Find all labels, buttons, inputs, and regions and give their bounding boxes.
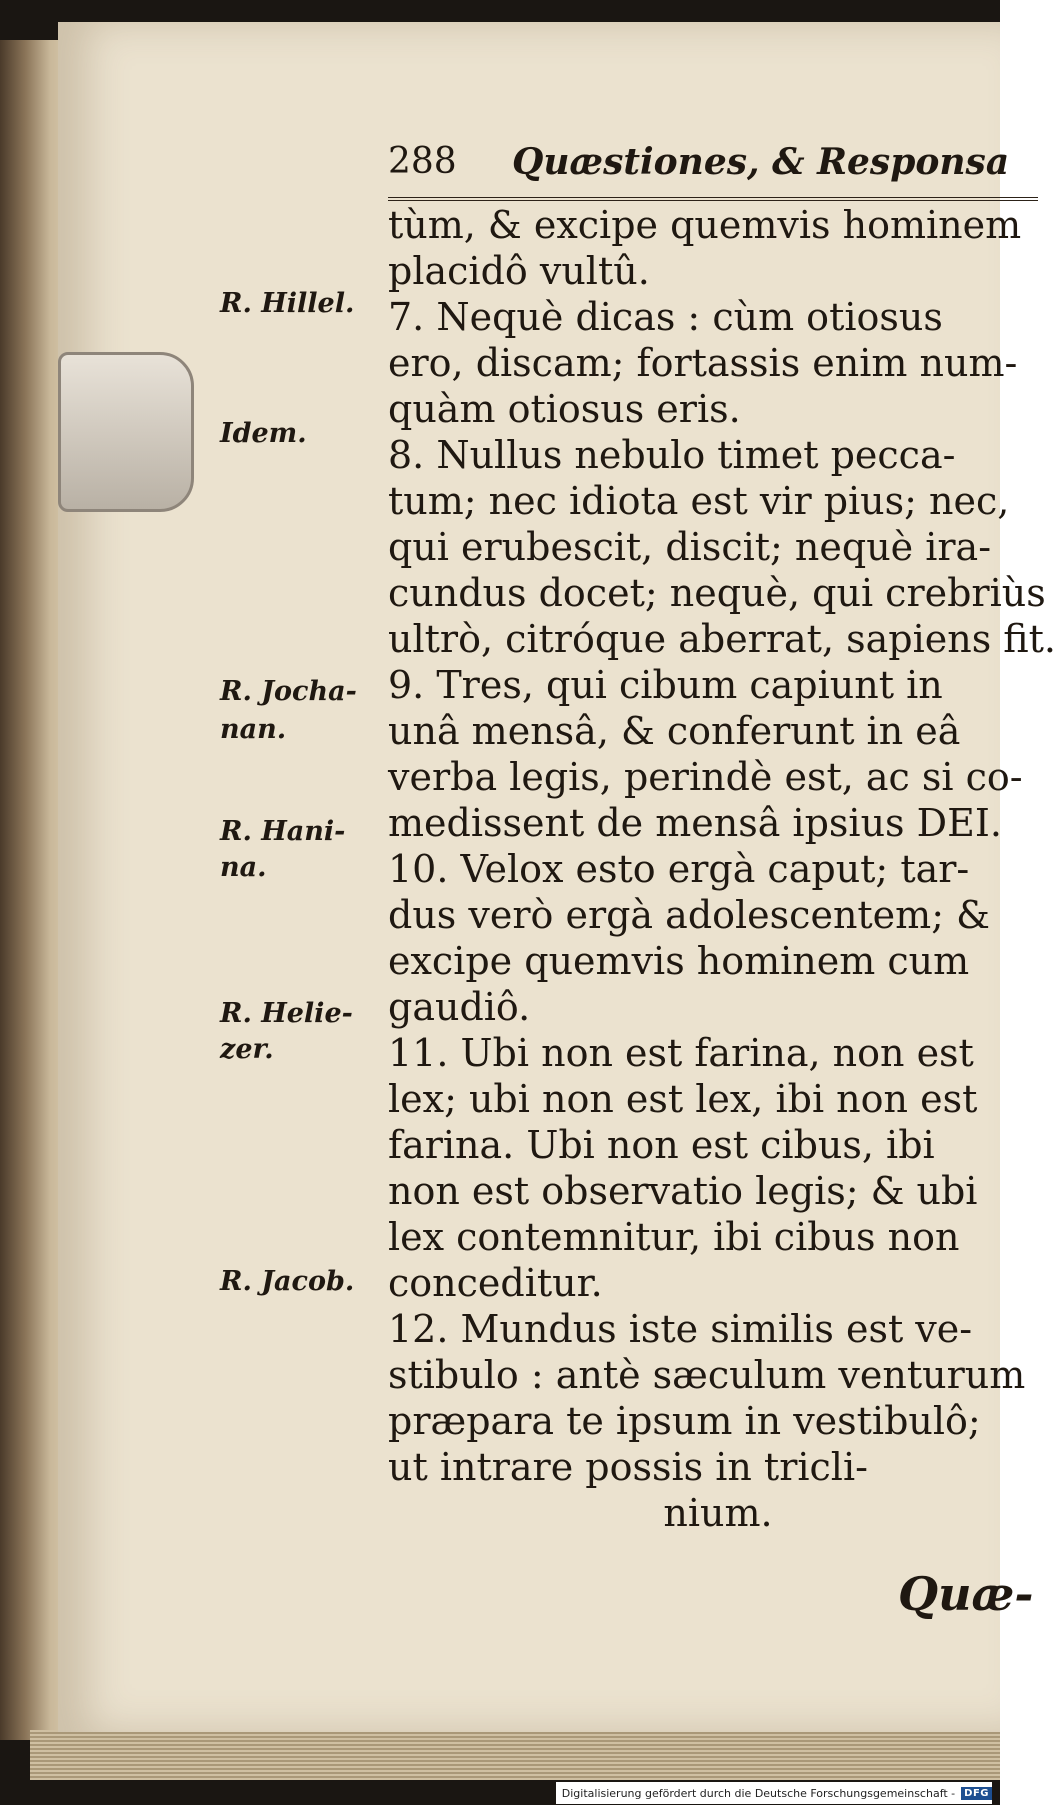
- margin-note: R. Jocha-: [220, 676, 357, 707]
- margin-note: zer.: [220, 1034, 274, 1065]
- text-line: stibulo : antè sæculum venturum: [388, 1353, 1026, 1397]
- text-line: 11. Ubi non est farina, non est: [388, 1031, 974, 1075]
- margin-note: R. Hani-: [220, 816, 346, 847]
- margin-note: Idem.: [220, 418, 307, 449]
- text-line: tum; nec idiota est vir pius; nec,: [388, 479, 1010, 523]
- margin-note: R. Jacob.: [220, 1266, 355, 1297]
- text-line: medissent de mensâ ipsius DEI.: [388, 801, 1002, 845]
- digitization-credit: [556, 1782, 992, 1804]
- text-line: ero, discam; fortassis enim num-: [388, 341, 1018, 385]
- text-line: quàm otiosus eris.: [388, 387, 741, 431]
- text-line: excipe quemvis hominem cum: [388, 939, 970, 983]
- page-clip-icon: [58, 352, 194, 512]
- text-line: placidô vultû.: [388, 249, 650, 293]
- text-line: 10. Velox esto ergà caput; tar-: [388, 847, 970, 891]
- margin-note: na.: [220, 852, 267, 883]
- page-number: 288: [388, 141, 457, 182]
- margin-note: R. Hillel.: [220, 288, 355, 319]
- text-line: lex; ubi non est lex, ibi non est: [388, 1077, 978, 1121]
- text-line: gaudiô.: [388, 985, 531, 1029]
- text-line: farina. Ubi non est cibus, ibi: [388, 1123, 935, 1167]
- text-line: 12. Mundus iste similis est ve-: [388, 1307, 973, 1351]
- text-line: non est observatio legis; & ubi: [388, 1169, 978, 1213]
- text-line: præpara te ipsum in vestibulô;: [388, 1399, 981, 1443]
- margin-note: nan.: [220, 714, 287, 745]
- text-line: cundus docet; nequè, qui crebriùs: [388, 571, 1046, 615]
- text-line: conceditur.: [388, 1261, 603, 1305]
- text-line: unâ mensâ, & conferunt in eâ: [388, 709, 961, 753]
- text-line: tùm, & excipe quemvis hominem: [388, 203, 1022, 247]
- catchword: Quæ-: [898, 1567, 1034, 1621]
- text-line: ultrò, citróque aberrat, sapiens fit.: [388, 617, 1056, 661]
- text-line: verba legis, perindè est, ac si co-: [388, 755, 1023, 799]
- text-line: nium.: [663, 1491, 773, 1535]
- text-line: 9. Tres, qui cibum capiunt in: [388, 663, 943, 707]
- text-line: dus verò ergà adolescentem; &: [388, 893, 990, 937]
- text-line: 8. Nullus nebulo timet pecca-: [388, 433, 956, 477]
- text-line: qui erubescit, discit; nequè ira-: [388, 525, 992, 569]
- margin-note: R. Helie-: [220, 998, 353, 1029]
- text-line: lex contemnitur, ibi cibus non: [388, 1215, 960, 1259]
- credit-text: Digitalisierung gefördert durch die Deutsche Forschungsgemeinschaft -: [561, 1786, 956, 1800]
- text-line: ut intrare possis in tricli-: [388, 1445, 868, 1489]
- dfg-logo: DFG: [961, 1787, 992, 1800]
- text-line: 7. Nequè dicas : cùm otiosus: [388, 295, 943, 339]
- page-header: [388, 137, 1038, 201]
- page-edges: [30, 1730, 1000, 1780]
- running-title: Quæstiones, & Responsa: [512, 141, 1010, 183]
- book-page: [58, 22, 1056, 1732]
